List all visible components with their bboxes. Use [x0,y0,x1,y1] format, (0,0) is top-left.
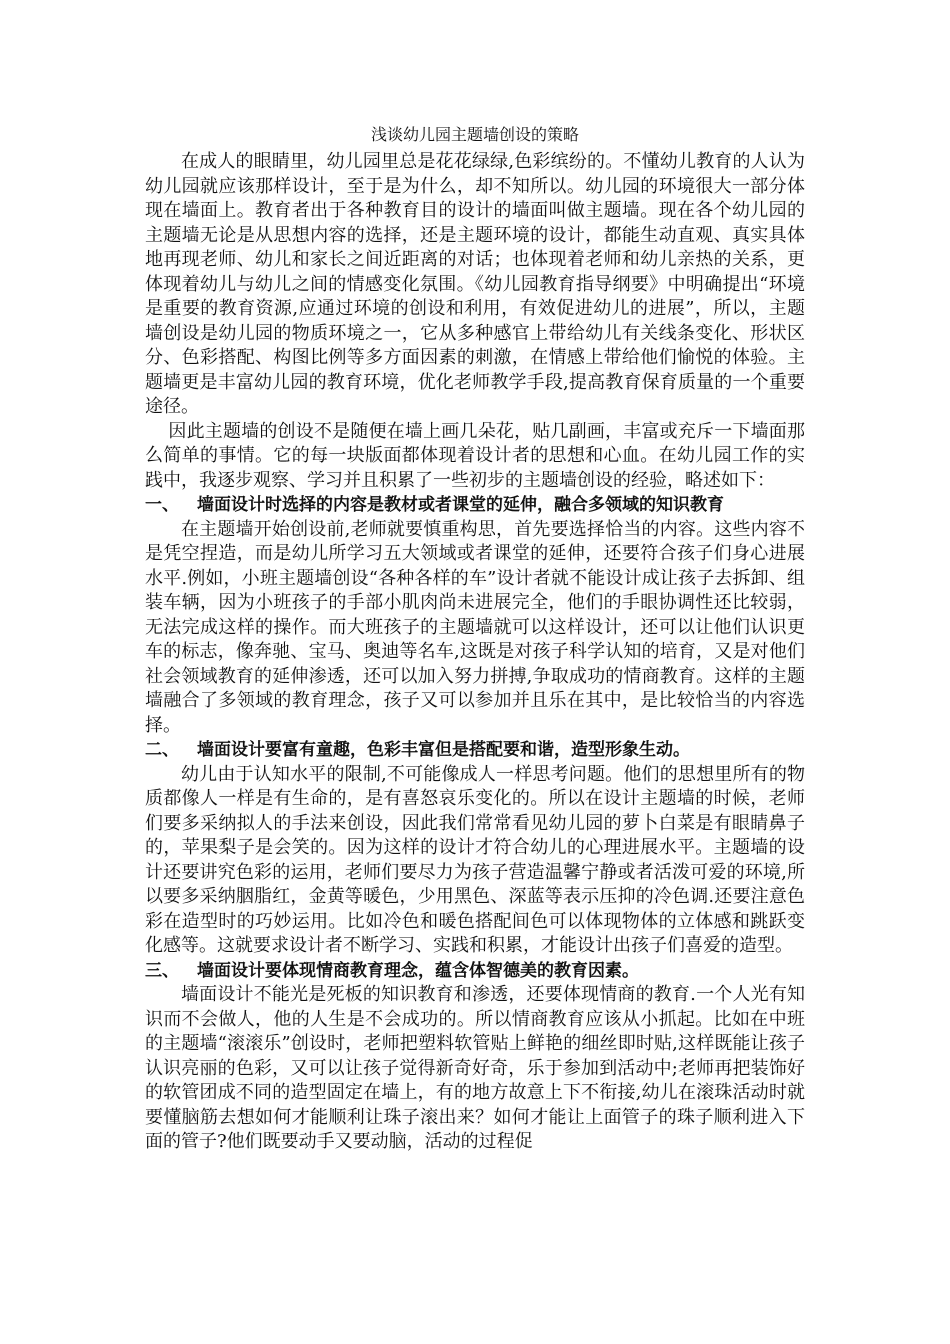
document-page [145,120,805,1155]
section-heading-text: 墙面设计要富有童趣，色彩丰富但是搭配要和谐，造型形象生动。 [197,740,690,760]
section-heading-3 [145,959,805,984]
section-number: 一、 [145,495,179,515]
section-number: 三、 [145,960,179,981]
section-number: 二、 [145,740,179,760]
section-heading-text: 墙面设计要体现情商教育理念，蕴含体智德美的教育因素。 [197,960,639,981]
intro-paragraph-1: 在成人的眼睛里，幼儿园里总是花花绿绿,色彩缤纷的。不懂幼儿教育的人认为幼儿园就应该那样设计，至于是为什么，却不知所以。幼儿园的环境很大一部分体现在墙面上。教育者出于各种教育目的设计的墙面叫做主题墙。现在各个幼儿园的主题墙无论是从思想内容的选择，还是主题环境的设计，都能生动直观、真实具体地再现老师、幼儿和家长之间近距离的对话；也体现着老师和幼儿亲热的关系，更体现着幼儿与幼儿之间的情感变化氛围。《幼儿园教育指导纲要》中明确提出“环境是重要的教育资源,应通过环境的创设和利用，有效促进幼儿的进展”，所以，主题墙创设是幼儿园的物质环境之一，它从多种感官上带给幼儿有关线条变化、形状区分、色彩搭配、构图比例等多方面因素的刺激，在情感上带给他们愉悦的体验。主题墙更是丰富幼儿园的教育环境，优化老师教学手段,提高教育保育质量的一个重要途径。 [145,151,805,417]
section-body-3: 墙面设计不能光是死板的知识教育和渗透，还要体现情商的教育.一个人光有知识而不会做人，他的人生是不会成功的。所以情商教育应该从小抓起。比如在中班的主题墙“滚滚乐”创设时，老师把塑料软管贴上鲜艳的细丝即时贴,这样既能让孩子认识亮丽的色彩，又可以让孩子觉得新奇好奇，乐于参加到活动中;老师再把装饰好的软管团成不同的造型固定在墙上，有的地方故意上下不衔接,幼儿在滚珠活动时就要懂脑筋去想如何才能顺利让珠子滚出来？如何才能让上面管子的珠子顺利进入下面的管子?他们既要动手又要动脑，活动的过程促 [145,984,805,1152]
section-body-2: 幼儿由于认知水平的限制,不可能像成人一样思考问题。他们的思想里所有的物质都像人一样是有生命的，是有喜怒哀乐变化的。所以在设计主题墙的时候，老师们要多采纳拟人的手法来创设，因此我们常常看见幼儿园的萝卜白菜是有眼睛鼻子的，苹果梨子是会笑的。因为这样的设计才符合幼儿的心理进展水平。主题墙的设计还要讲究色彩的运用，老师们要尽力为孩子营造温馨宁静或者活泼可爱的环境,所以要多采纳胭脂红，金黄等暖色，少用黑色、深蓝等表示压抑的冷色调.还要注意色彩在造型时的巧妙运用。比如冷色和暖色搭配间色可以体现物体的立体感和跳跃变化感等。这就要求设计者不断学习、实践和积累，才能设计出孩子们喜爱的造型。 [145,763,805,956]
section-heading-1 [145,493,805,518]
document-title: 浅谈幼儿园主题墙创设的策略 [370,125,579,144]
section-body-1: 在主题墙开始创设前,老师就要慎重构思，首先要选择恰当的内容。这些内容不是凭空捏造，而是幼儿所学习五大领域或者课堂的延伸，还要符合孩子们身心进展水平.例如，小班主题墙创设“各种各样的车”设计者就不能设计成让孩子去拆卸、组装车辆，因为小班孩子的手部小肌肉尚未进展完全，他们的手眼协调性还比较弱，无法完成这样的操作。而大班孩子的主题墙就可以这样设计，还可以让他们认识更车的标志，像奔驰、宝马、奥迪等名车,这既是对孩子科学认知的培育，又是对他们社会领域教育的延伸渗透，还可以加入努力拼搏,争取成功的情商教育。这样的主题墙融合了多领域的教育理念，孩子又可以参加并且乐在其中，是比较恰当的内容选择。 [145,518,805,736]
intro-paragraph-2: 因此主题墙的创设不是随便在墙上画几朵花，贴几副画，丰富或充斥一下墙面那么简单的事情。它的每一块版面都体现着设计者的思想和心血。在幼儿园工作的实践中，我逐步观察、学习并且积累了一些初步的主题墙创设的经验，略述如下： [145,420,805,491]
section-heading-2 [145,738,805,763]
section-heading-text: 墙面设计时选择的内容是教材或者课堂的延伸，融合多领域的知识教育 [197,495,724,515]
